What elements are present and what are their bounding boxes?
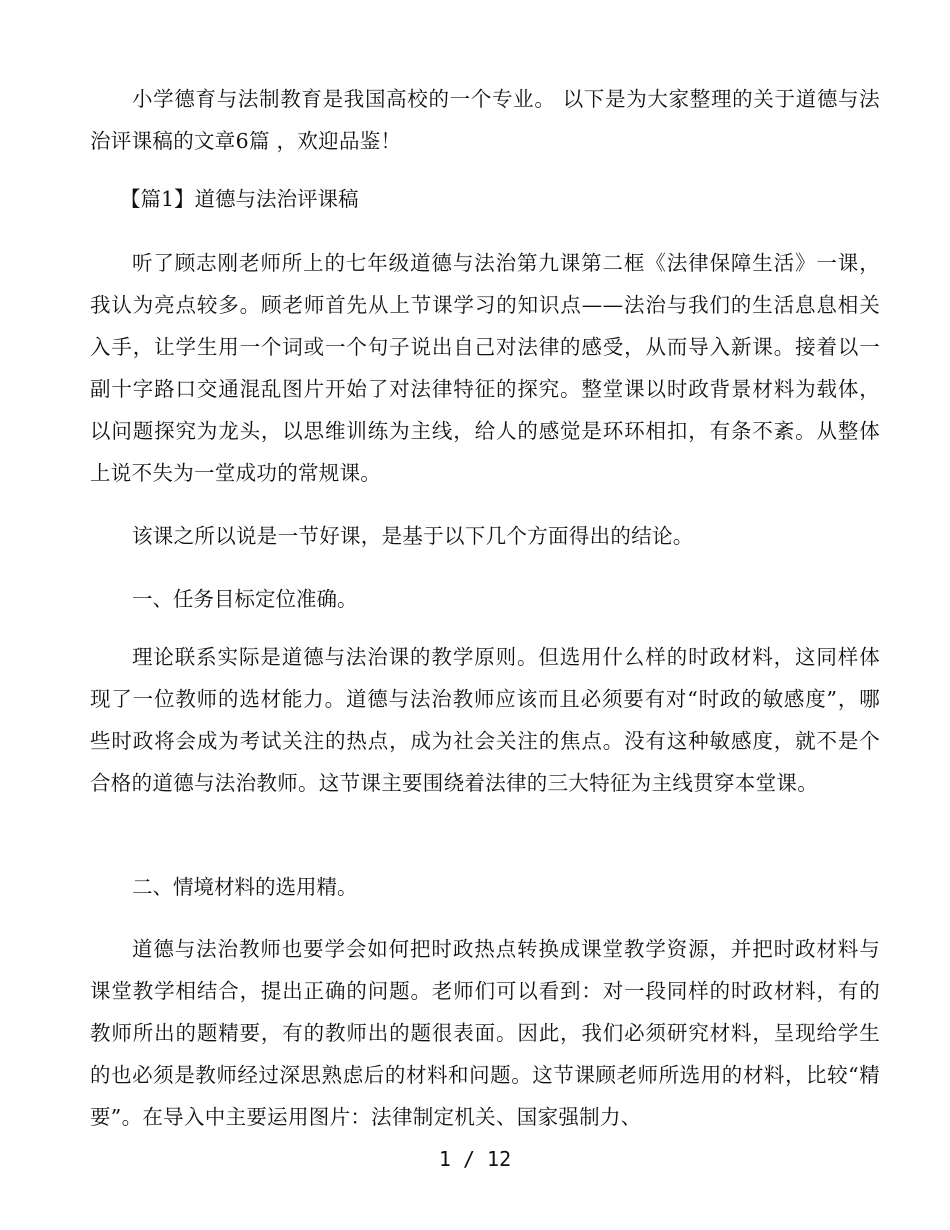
paragraph-1: 听了顾志刚老师所上的七年级道德与法治第九课第二框《法律保障生活》一课，我认为亮点较多。顾老师首先从上节课学习的知识点——法治与我们的生活息息相关入手，让学生用一个词或一个句子说出自己对法律的感受，从而导入新课。接着以一副十字路口交通混乱图片开始了对法律特征的探究。整堂课以时政背景材料为载体，以问题探究为龙头，以思维训练为主线，给人的感觉是环环相扣，有条不紊。从整体上说不失为一堂成功的常规课。 xyxy=(90,251,880,485)
paragraph-2: 该课之所以说是一节好课，是基于以下几个方面得出的结论。 xyxy=(132,524,694,548)
paragraph-3: 理论联系实际是道德与法治课的教学原则。但选用什么样的时政材料，这同样体现了一位教师的选材能力。道德与法治教师应该而且必须要有对“时政的敏感度”，哪些时政将会成为考试关注的热点，成为社会关注的焦点。没有这种敏感度，就不是个合格的道德与法治教师。这节课主要围绕着法律的三大特征为主线贯穿本堂课。 xyxy=(90,645,880,795)
page-number: 1 / 12 xyxy=(438,1147,512,1171)
heading-2: 二、情境材料的选用精。 xyxy=(132,875,358,899)
heading-1: 一、任务目标定位准确。 xyxy=(132,587,358,611)
paragraph-4: 道德与法治教师也要学会如何把时政热点转换成课堂教学资源，并把时政材料与课堂教学相结合，提出正确的问题。老师们可以看到：对一段同样的时政材料，有的教师所出的题精要，有的教师出的题很表面。因此，我们必须研究材料，呈现给学生的也必须是教师经过深思熟虑后的材料和问题。这节课顾老师所选用的材料，比较“精要”。在导入中主要运用图片：法律制定机关、国家强制力、 xyxy=(90,937,880,1129)
section-title: 【篇1】道德与法治评课稿 xyxy=(120,187,359,211)
intro-paragraph: 小学德育与法制教育是我国高校的一个专业。 以下是为大家整理的关于道德与法治评课稿的文章6篇 ，欢迎品鉴！ xyxy=(90,87,880,153)
